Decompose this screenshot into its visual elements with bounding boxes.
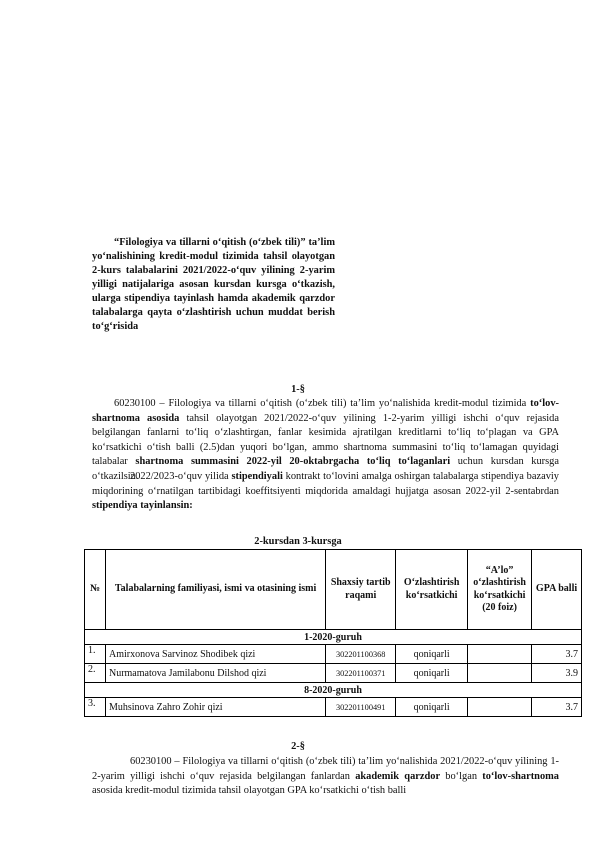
row-mastery: qoniqarli — [396, 664, 468, 683]
row-excellent — [468, 645, 532, 664]
table-caption: 2-kursdan 3-kursga — [254, 536, 342, 547]
table-header-row — [85, 550, 582, 630]
header-mastery: O‘zlashtirish ko‘rsatkichi — [396, 550, 468, 630]
row-name: Nurmamatova Jamilabonu Dilshod qizi — [105, 664, 325, 683]
paragraph-2: 2022/2023-o‘quv yilida stipendiyali kontrakt to‘lovini amalga oshirgan talabalarga stipendiya bazaviy miqdorining o‘rnatilgan tartibidagi koeffitsiyenti miqdorida amaldagi hujjatga asosan 2022-yil 2-sentabrdan stipendiya tayinlansin: — [92, 471, 559, 512]
group-row — [85, 683, 582, 698]
row-id: 302201100371 — [326, 664, 396, 683]
header-excellent: “A’lo” o‘zlashtirish ko‘rsatkichi (20 foiz) — [468, 550, 532, 630]
table-row — [85, 645, 582, 664]
row-id: 302201100368 — [326, 645, 396, 664]
section-2-heading: 2-§ — [291, 741, 305, 752]
row-no: 3. — [85, 698, 106, 717]
row-excellent — [468, 664, 532, 683]
paragraph-1: 60230100 – Filologiya va tillarni o‘qitish (o‘zbek tili) ta’lim yo‘nalishida kredit-modul tizimida to‘lov-shartnoma asosida tahsil olayotgan 2021/2022-o‘quv yilining 1-2-yarim yilligi ishchi o‘quv rejasida belgilangan fanlarni to‘liq o‘zlashtirgan, fanlar kesimida ajratilgan kreditlarni to‘liq to‘plagan va GPA ko‘rsatkichi o‘tish balli (2.5)dan yuqori bo‘lgan, ammo shartnoma summasini to‘liq to‘lamagan quyidagi talabalar shartnoma summasini 2022-yil 20-oktabrgacha to‘liq to‘laganlari uchun kursdan kursga o‘tkazilsin. — [92, 398, 559, 482]
header-no: № — [85, 550, 106, 630]
table-row — [85, 664, 582, 683]
students-table — [84, 549, 582, 717]
header-id: Shaxsiy tartib raqami — [326, 550, 396, 630]
paragraph-3: 60230100 – Filologiya va tillarni o‘qitish (o‘zbek tili) ta’lim yo‘nalishida 2021/2022-o‘quv yilining 1-2-yarim yilligi ishchi o‘quv rejasida belgilangan fanlardan akademik qarzdor bo‘lgan to‘lov-shartnoma asosida kredit-modul tizimida tahsil olayotgan GPA ko‘rsatkichi o‘tish balli — [92, 756, 560, 797]
row-no: 1. — [85, 645, 106, 664]
row-name: Amirxonova Sarvinoz Shodibek qizi — [105, 645, 325, 664]
row-gpa: 3.7 — [532, 698, 582, 717]
document-title: “Filologiya va tillarni o‘qitish (o‘zbek tili)” ta’lim yo‘nalishining kredit-modul tizimida tahsil olayotgan 2-kurs talabalarini 2021/2022-o‘quv yilining 2-yarim yilligi natijalariga asosan kursdan kursga o‘tkazish, ularga stipendiya tayinlash hamda akademik qarzdor talabalarga qayta o‘zlashtirish uchun muddat berish to‘g‘risida — [92, 237, 335, 332]
group-label: 8-2020-guruh — [85, 683, 582, 698]
section-1-heading: 1-§ — [291, 384, 305, 395]
row-gpa: 3.9 — [532, 664, 582, 683]
row-id: 302201100491 — [326, 698, 396, 717]
row-no: 2. — [85, 664, 106, 683]
row-name: Muhsinova Zahro Zohir qizi — [105, 698, 325, 717]
row-mastery: qoniqarli — [396, 645, 468, 664]
header-gpa: GPA balli — [532, 550, 582, 630]
header-name: Talabalarning familiyasi, ismi va otasining ismi — [105, 550, 325, 630]
row-excellent — [468, 698, 532, 717]
group-row — [85, 630, 582, 645]
group-label: 1-2020-guruh — [85, 630, 582, 645]
table-row — [85, 698, 582, 717]
row-mastery: qoniqarli — [396, 698, 468, 717]
row-gpa: 3.7 — [532, 645, 582, 664]
